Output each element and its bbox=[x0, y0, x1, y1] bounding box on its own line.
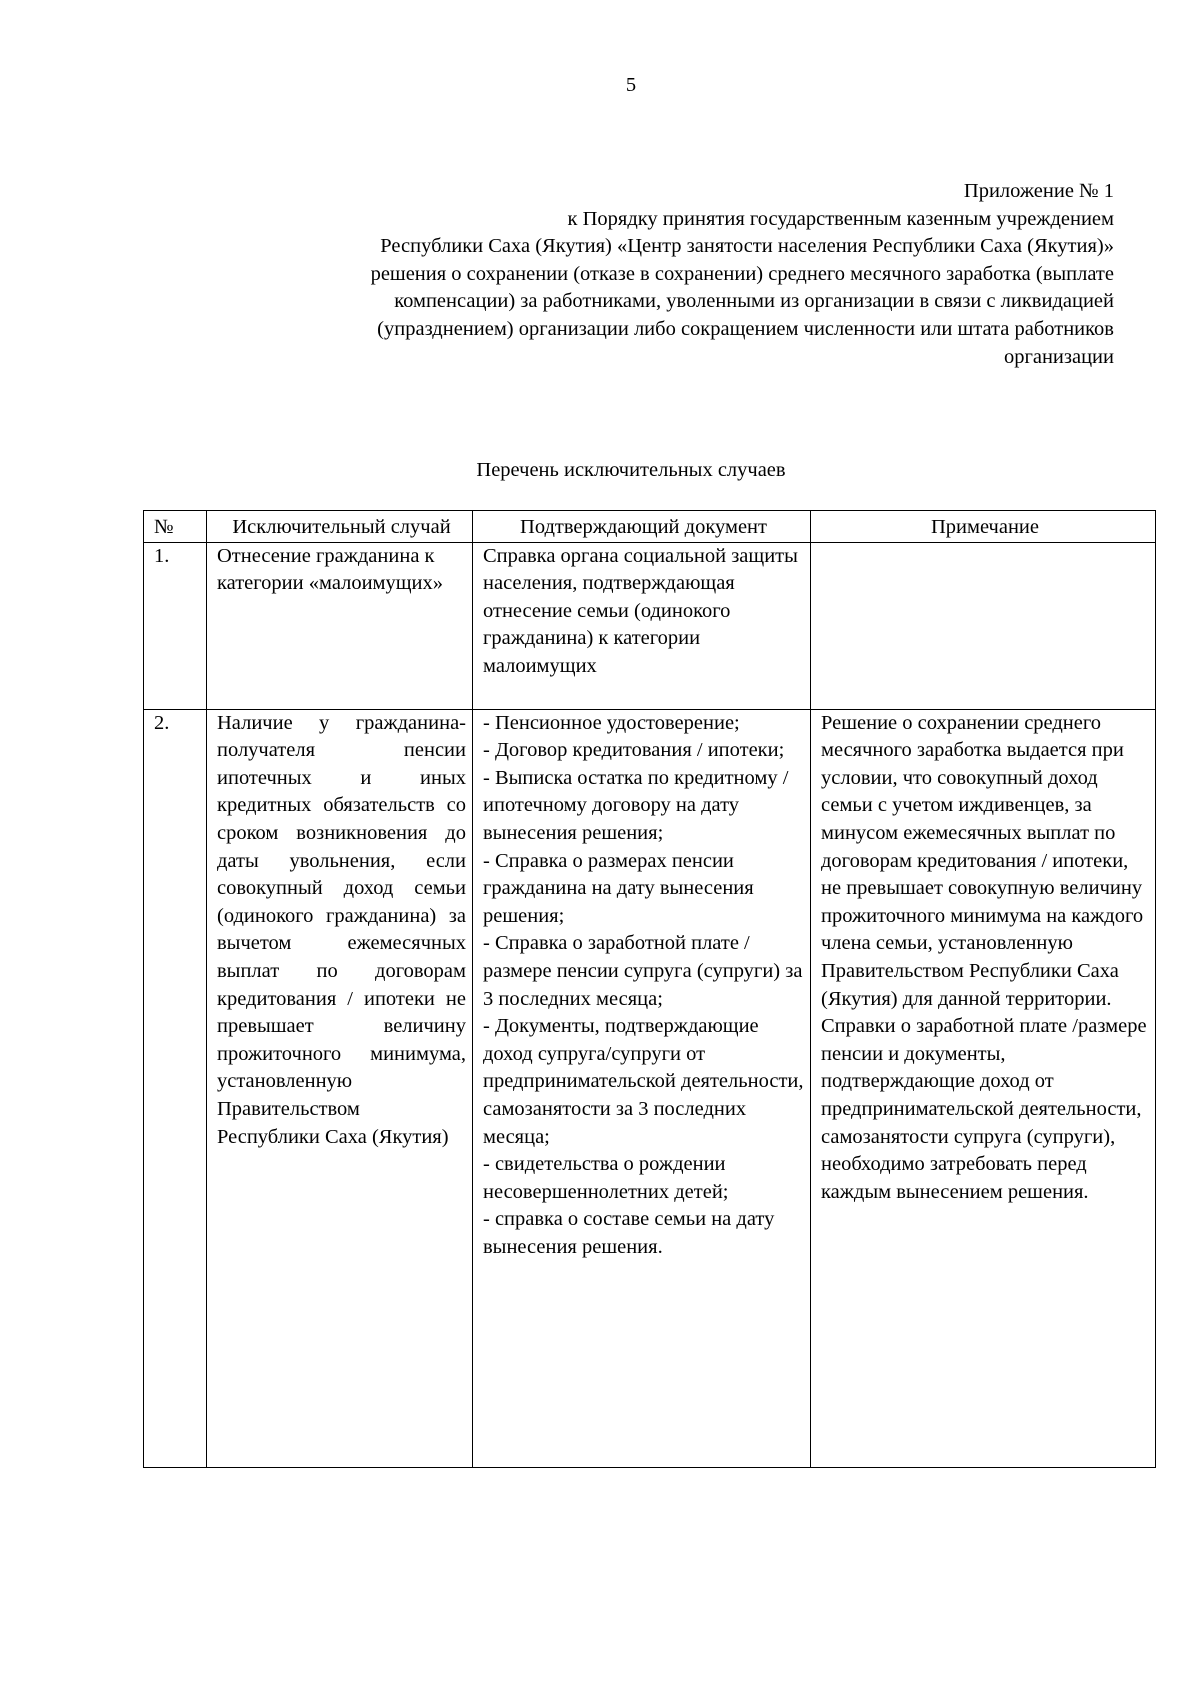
table-header-row bbox=[144, 511, 1156, 543]
header-note: Примечание bbox=[811, 511, 1156, 543]
document-item: - Выписка остатка по кредитному / ипотечному договору на дату вынесения решения; bbox=[483, 766, 789, 844]
row-number: 2. bbox=[144, 709, 207, 1467]
row-case: Наличие у гражданина-получателя пенсии ипотечных и иных кредитных обязательств со сроком возникновения до даты увольнения, если совокупный доход семьи (одинокого гражданина) за вычетом ежемесячных выплат по договорам кредитования / ипотеки не превышает величину прожиточного минимума, установленную Правительством Республики Саха (Якутия) bbox=[207, 709, 473, 1467]
appendix-line: к Порядку принятия государственным казенным учреждением bbox=[567, 207, 1114, 230]
row-note bbox=[811, 709, 1156, 1467]
header-num: № bbox=[144, 511, 207, 543]
exceptional-cases-table bbox=[143, 510, 1156, 1468]
document-item: - свидетельства о рождении несовершеннолетних детей; bbox=[483, 1153, 729, 1203]
note-paragraph: Справки о заработной плате /размере пенсии и документы, подтверждающие доход от предпринимательской деятельности, самозанятости супруга (супруги), необходимо затребовать перед каждым вынесением решения. bbox=[821, 1015, 1147, 1203]
appendix-header bbox=[154, 178, 1114, 371]
appendix-line: решения о сохранении (отказе в сохранении) среднего месячного заработка (выплате bbox=[370, 262, 1114, 285]
row-document: Справка органа социальной защиты населения, подтверждающая отнесение семьи (одинокого гражданина) к категории малоимущих bbox=[473, 542, 811, 709]
appendix-line: Приложение № 1 bbox=[963, 180, 1114, 202]
appendix-line: организации bbox=[1003, 345, 1114, 368]
document-item: - Договор кредитования / ипотеки; bbox=[483, 739, 785, 762]
table-row bbox=[144, 709, 1156, 1467]
document-item: - Справка о размерах пенсии гражданина на дату вынесения решения; bbox=[483, 849, 754, 927]
document-item: - Справка о заработной плате /размере пенсии супруга (супруги) за 3 последних месяца; bbox=[483, 932, 803, 1010]
row-note bbox=[811, 542, 1156, 709]
appendix-line: компенсации) за работниками, уволенными из организации в связи с ликвидацией bbox=[394, 290, 1114, 313]
header-document: Подтверждающий документ bbox=[473, 511, 811, 543]
table-row bbox=[144, 542, 1156, 709]
row-document-list bbox=[473, 709, 811, 1467]
row-case: Отнесение гражданина к категории «малоимущих» bbox=[207, 542, 473, 709]
row-number: 1. bbox=[144, 542, 207, 709]
appendix-line: (упразднением) организации либо сокращением численности или штата работников bbox=[377, 317, 1114, 340]
note-paragraph: Решение о сохранении среднего месячного заработка выдается при условии, что совокупный доход семьи с учетом иждивенцев, за минусом ежемесячных выплат по договорам кредитования / ипотеки, не превышает совокупную величину прожиточного минимума на каждого члена семьи, установленную Правительством Республики Саха (Якутия) для данной территории. bbox=[821, 711, 1144, 1010]
list-title: Перечень исключительных случаев bbox=[476, 459, 786, 481]
document-item: - Документы, подтверждающие доход супруга/супруги от предпринимательской деятельности, самозанятости за 3 последних месяца; bbox=[483, 1015, 804, 1148]
document-item: - справка о составе семьи на дату вынесения решения. bbox=[483, 1208, 775, 1258]
document-item: - Пенсионное удостоверение; bbox=[483, 711, 740, 734]
header-case: Исключительный случай bbox=[207, 511, 473, 543]
page-number: 5 bbox=[625, 74, 637, 96]
appendix-line: Республики Саха (Якутия) «Центр занятости населения Республики Саха (Якутия)» bbox=[380, 235, 1114, 258]
